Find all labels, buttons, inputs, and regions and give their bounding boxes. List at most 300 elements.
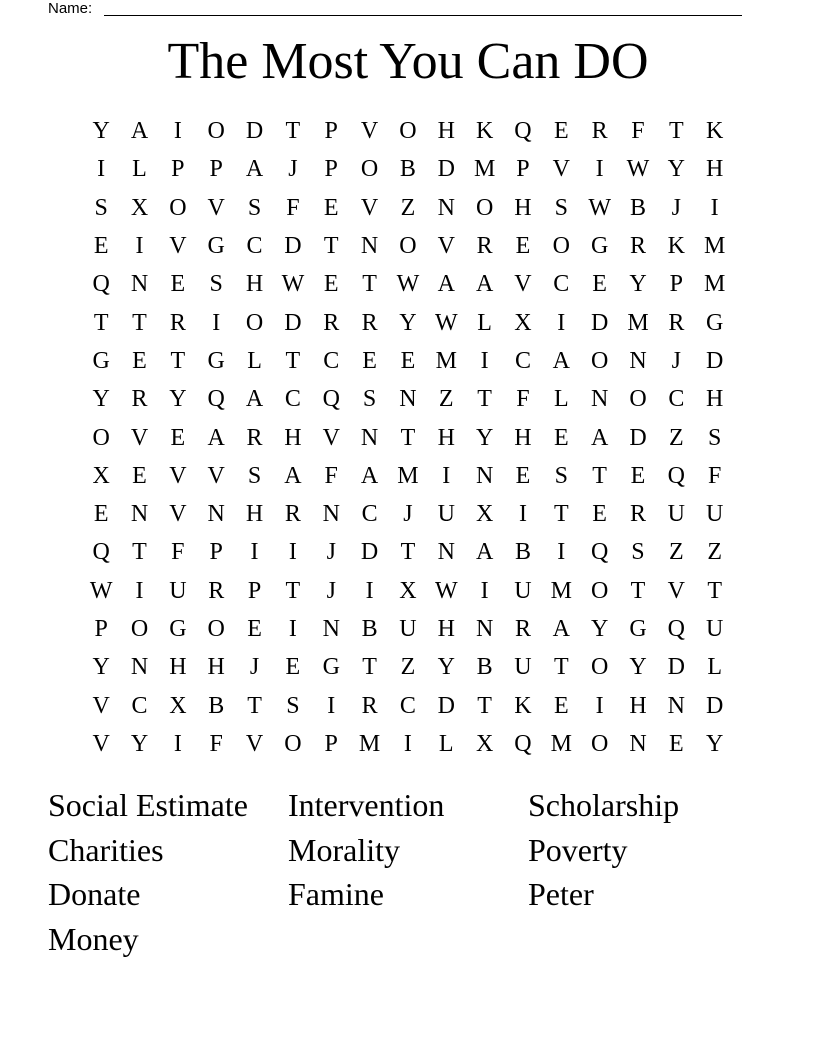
word-list-row	[48, 917, 768, 962]
grid-letter: N	[130, 654, 149, 681]
grid-letter: N	[207, 501, 225, 528]
grid-letter: V	[169, 501, 187, 528]
grid-letter: T	[707, 577, 722, 604]
grid-letter: P	[171, 156, 185, 183]
grid-letter: D	[629, 424, 647, 451]
grid-letter: O	[590, 654, 609, 681]
grid-letter: H	[245, 501, 264, 528]
grid-letter: V	[437, 233, 455, 260]
grid-letter: D	[706, 692, 724, 719]
grid-letter: M	[704, 233, 726, 260]
grid-letter: S	[554, 462, 568, 489]
word-list-item: Social Estimate	[48, 787, 248, 823]
grid-letter: H	[629, 692, 647, 719]
grid-letter: U	[169, 577, 187, 604]
grid-letter: X	[130, 194, 149, 221]
word-list	[48, 783, 768, 962]
grid-letter: D	[706, 347, 724, 374]
grid-letter: S	[286, 692, 300, 719]
word-list-item: Donate	[48, 876, 141, 913]
grid-letter: Y	[629, 271, 647, 298]
grid-letter: T	[477, 386, 492, 413]
grid-letter: L	[553, 386, 569, 413]
grid-letter: H	[284, 424, 302, 451]
grid-letter: S	[707, 424, 722, 451]
grid-letter: L	[477, 309, 492, 336]
grid-letter: Q	[514, 118, 532, 145]
grid-letter: W	[396, 271, 420, 298]
grid-letter: E	[553, 692, 569, 719]
grid-row	[82, 150, 734, 188]
grid-letter: E	[515, 462, 531, 489]
grid-letter: P	[669, 271, 683, 298]
grid-row	[82, 303, 734, 341]
grid-letter: Y	[399, 309, 417, 336]
grid-letter: E	[323, 271, 339, 298]
grid-letter: E	[247, 616, 262, 642]
grid-letter: A	[437, 271, 455, 298]
grid-letter: U	[437, 501, 455, 528]
grid-letter: Q	[207, 386, 225, 413]
word-list-item: Famine	[288, 876, 384, 913]
grid-letter: Q	[590, 539, 609, 566]
grid-letter: O	[245, 309, 264, 336]
grid-letter: N	[667, 692, 685, 719]
grid-letter: E	[553, 424, 569, 451]
grid-letter: Q	[92, 271, 110, 298]
grid-letter: T	[285, 118, 301, 145]
grid-letter: V	[514, 271, 532, 298]
grid-letter: G	[207, 347, 225, 374]
grid-letter: O	[207, 616, 225, 642]
grid-row	[82, 686, 734, 724]
grid-letter: C	[131, 692, 148, 719]
grid-letter: V	[92, 730, 110, 757]
grid-letter: E	[553, 118, 569, 145]
grid-letter: N	[437, 539, 455, 566]
grid-letter: N	[437, 194, 455, 221]
grid-letter: M	[397, 462, 419, 489]
grid-letter: Y	[169, 386, 187, 413]
grid-letter: I	[518, 501, 527, 528]
grid-letter: V	[207, 462, 225, 489]
grid-letter: Y	[629, 654, 647, 681]
word-list-row	[48, 828, 768, 873]
grid-letter: O	[399, 233, 417, 260]
grid-letter: H	[207, 654, 225, 681]
grid-letter: E	[132, 462, 147, 489]
grid-letter: F	[209, 730, 223, 757]
grid-letter: N	[399, 386, 417, 413]
grid-letter: S	[554, 194, 568, 221]
grid-letter: Y	[475, 424, 494, 451]
grid-letter: V	[322, 424, 340, 451]
grid-letter: N	[475, 616, 494, 642]
grid-letter: N	[322, 616, 340, 642]
grid-letter: Y	[437, 654, 455, 681]
grid-letter: B	[208, 692, 225, 719]
grid-row	[82, 572, 734, 610]
grid-letter: M	[627, 309, 649, 336]
grid-letter: E	[93, 233, 109, 260]
grid-letter: I	[135, 577, 144, 604]
grid-letter: B	[476, 654, 493, 681]
grid-letter: A	[207, 424, 225, 451]
grid-letter: X	[475, 730, 494, 757]
grid-letter: G	[169, 616, 187, 642]
grid-letter: J	[249, 654, 260, 681]
grid-letter: G	[629, 616, 647, 642]
grid-letter: X	[514, 309, 532, 336]
grid-letter: R	[361, 692, 378, 719]
grid-letter: S	[362, 386, 377, 413]
grid-letter: X	[399, 577, 417, 604]
grid-letter: G	[706, 309, 724, 336]
grid-letter: M	[358, 730, 381, 757]
grid-letter: T	[668, 118, 684, 145]
grid-row	[82, 495, 734, 533]
grid-letter: X	[475, 501, 494, 528]
grid-letter: D	[284, 309, 302, 336]
grid-letter: A	[130, 118, 149, 145]
grid-letter: O	[92, 424, 110, 451]
grid-letter: C	[361, 501, 378, 528]
grid-letter: A	[475, 271, 494, 298]
grid-letter: D	[667, 654, 685, 681]
grid-letter: H	[706, 156, 724, 183]
grid-letter: W	[281, 271, 305, 298]
grid-letter: C	[553, 271, 570, 298]
grid-letter: N	[475, 462, 494, 489]
grid-letter: U	[706, 501, 724, 528]
grid-letter: S	[94, 194, 108, 221]
grid-letter: A	[590, 424, 609, 451]
grid-row	[82, 227, 734, 265]
grid-letter: K	[667, 233, 685, 260]
grid-letter: I	[442, 462, 451, 489]
grid-letter: L	[707, 654, 722, 681]
grid-letter: I	[557, 539, 566, 566]
grid-letter: R	[629, 501, 646, 528]
name-label: Name:	[48, 0, 93, 17]
grid-letter: B	[629, 194, 646, 221]
grid-letter: M	[550, 577, 572, 604]
grid-letter: D	[437, 156, 455, 183]
grid-letter: T	[132, 539, 147, 566]
grid-letter: I	[288, 539, 297, 566]
grid-letter: V	[92, 692, 110, 719]
grid-letter: R	[361, 309, 378, 336]
grid-letter: N	[322, 501, 340, 528]
grid-letter: V	[245, 730, 264, 757]
grid-letter: I	[173, 118, 182, 145]
grid-letter: F	[171, 539, 185, 566]
grid-letter: Z	[400, 194, 416, 221]
grid-letter: J	[671, 347, 681, 374]
grid-letter: L	[132, 156, 147, 183]
grid-letter: E	[170, 424, 186, 451]
grid-letter: O	[169, 194, 187, 221]
grid-letter: Q	[514, 730, 532, 757]
grid-letter: T	[132, 309, 147, 336]
grid-letter: O	[590, 347, 609, 374]
grid-letter: G	[207, 233, 225, 260]
grid-letter: Z	[668, 539, 684, 566]
grid-letter: A	[552, 616, 570, 642]
grid-letter: G	[92, 347, 110, 374]
grid-letter: C	[323, 347, 340, 374]
grid-row	[82, 189, 734, 227]
grid-letter: W	[434, 577, 458, 604]
grid-letter: T	[323, 233, 339, 260]
grid-letter: K	[475, 118, 494, 145]
grid-letter: I	[403, 730, 412, 757]
grid-row	[82, 457, 734, 495]
grid-letter: R	[629, 233, 646, 260]
grid-letter: H	[514, 424, 532, 451]
grid-letter: E	[323, 194, 339, 221]
grid-letter: S	[631, 539, 645, 566]
grid-letter: T	[400, 539, 416, 566]
grid-letter: N	[130, 501, 149, 528]
grid-letter: Y	[590, 616, 609, 642]
grid-letter: P	[324, 156, 338, 183]
grid-row	[82, 648, 734, 686]
grid-letter: Q	[92, 539, 110, 566]
grid-letter: J	[671, 194, 681, 221]
grid-letter: Y	[706, 730, 724, 757]
name-underline	[104, 15, 742, 16]
grid-letter: U	[514, 654, 532, 681]
grid-letter: F	[707, 462, 722, 489]
grid-row	[82, 610, 734, 648]
grid-letter: A	[360, 462, 379, 489]
grid-letter: O	[207, 118, 225, 145]
grid-row	[82, 725, 734, 763]
grid-letter: C	[246, 233, 263, 260]
grid-letter: C	[284, 386, 301, 413]
grid-letter: O	[590, 577, 609, 604]
grid-letter: A	[552, 347, 570, 374]
grid-letter: N	[360, 233, 379, 260]
grid-letter: N	[629, 730, 647, 757]
grid-letter: T	[400, 424, 416, 451]
grid-letter: P	[209, 156, 223, 183]
grid-letter: M	[550, 730, 572, 757]
grid-letter: I	[365, 577, 374, 604]
grid-letter: H	[514, 194, 532, 221]
grid-letter: I	[135, 233, 144, 260]
grid-letter: Q	[667, 616, 685, 642]
grid-letter: V	[360, 194, 379, 221]
grid-letter: Q	[322, 386, 340, 413]
grid-letter: D	[437, 692, 455, 719]
grid-letter: T	[553, 654, 569, 681]
word-list-item: Charities	[48, 831, 164, 868]
grid-letter: Q	[667, 462, 685, 489]
page-title: The Most You Can DO	[167, 33, 649, 90]
grid-letter: F	[516, 386, 530, 413]
grid-letter: E	[400, 347, 416, 374]
grid-letter: T	[630, 577, 646, 604]
grid-letter: G	[590, 233, 609, 260]
grid-letter: A	[245, 386, 264, 413]
grid-letter: I	[710, 194, 719, 221]
grid-letter: O	[475, 194, 494, 221]
grid-letter: M	[435, 347, 457, 374]
grid-letter: T	[592, 462, 607, 489]
grid-letter: E	[132, 347, 147, 374]
grid-row	[82, 533, 734, 571]
grid-letter: R	[246, 424, 263, 451]
grid-letter: N	[629, 347, 647, 374]
grid-letter: O	[130, 616, 149, 642]
grid-letter: T	[93, 309, 109, 336]
grid-letter: I	[288, 616, 297, 642]
grid-letter: E	[630, 462, 646, 489]
grid-letter: V	[552, 156, 570, 183]
grid-letter: X	[92, 462, 110, 489]
grid-letter: Y	[667, 156, 685, 183]
grid-letter: I	[173, 730, 182, 757]
grid-letter: N	[360, 424, 379, 451]
word-list-item: Scholarship	[528, 787, 680, 823]
grid-letter: K	[706, 118, 724, 145]
grid-letter: E	[362, 347, 377, 374]
grid-letter: J	[326, 577, 336, 604]
grid-letter: U	[667, 501, 685, 528]
grid-letter: I	[480, 577, 489, 604]
grid-letter: S	[247, 194, 262, 221]
grid-letter: X	[169, 692, 187, 719]
grid-letter: V	[169, 233, 187, 260]
word-search-grid	[82, 112, 734, 763]
grid-letter: N	[130, 271, 149, 298]
grid-letter: T	[477, 692, 492, 719]
grid-letter: G	[322, 654, 340, 681]
grid-letter: V	[667, 577, 685, 604]
grid-letter: O	[552, 233, 570, 260]
grid-letter: T	[170, 347, 186, 374]
grid-letter: R	[514, 616, 531, 642]
grid-letter: Y	[92, 118, 110, 145]
grid-letter: A	[475, 539, 494, 566]
grid-letter: D	[360, 539, 379, 566]
name-field-row	[48, 0, 742, 18]
grid-letter: A	[284, 462, 302, 489]
grid-letter: P	[324, 118, 338, 145]
grid-letter: T	[247, 692, 262, 719]
grid-letter: B	[399, 156, 416, 183]
grid-letter: K	[514, 692, 532, 719]
grid-letter: R	[668, 309, 685, 336]
grid-row	[82, 112, 734, 150]
grid-letter: I	[595, 156, 604, 183]
grid-letter: I	[595, 692, 604, 719]
grid-letter: O	[399, 118, 417, 145]
grid-row	[82, 265, 734, 303]
grid-letter: D	[245, 118, 264, 145]
grid-letter: C	[399, 692, 416, 719]
grid-letter: P	[324, 730, 338, 757]
grid-letter: H	[706, 386, 724, 413]
grid-letter: S	[209, 271, 223, 298]
grid-letter: U	[399, 616, 417, 642]
grid-letter: V	[360, 118, 379, 145]
word-list-row	[48, 783, 768, 828]
grid-letter: H	[437, 118, 455, 145]
word-list-item: Money	[48, 921, 139, 958]
grid-letter: T	[362, 654, 377, 681]
grid-letter: E	[592, 501, 607, 528]
grid-letter: T	[285, 347, 301, 374]
grid-letter: E	[515, 233, 531, 260]
grid-letter: O	[360, 156, 379, 183]
grid-letter: C	[668, 386, 685, 413]
grid-letter: P	[94, 616, 108, 642]
grid-letter: L	[247, 347, 262, 374]
grid-letter: R	[131, 386, 148, 413]
grid-letter: W	[588, 194, 611, 221]
grid-letter: O	[284, 730, 302, 757]
grid-letter: B	[514, 539, 531, 566]
grid-letter: V	[169, 462, 187, 489]
grid-letter: I	[250, 539, 259, 566]
grid-letter: H	[437, 616, 455, 642]
grid-letter: O	[629, 386, 647, 413]
grid-letter: D	[284, 233, 302, 260]
grid-letter: Y	[92, 386, 110, 413]
grid-letter: I	[97, 156, 106, 183]
grid-letter: M	[704, 271, 726, 298]
word-list-item: Poverty	[528, 831, 628, 868]
grid-letter: B	[361, 616, 378, 642]
grid-letter: J	[403, 501, 413, 528]
grid-letter: F	[324, 462, 338, 489]
grid-letter: Y	[130, 730, 149, 757]
grid-letter: U	[514, 577, 532, 604]
grid-letter: Z	[400, 654, 416, 681]
grid-row	[82, 418, 734, 456]
grid-letter: Z	[668, 424, 684, 451]
grid-letter: P	[209, 539, 223, 566]
grid-letter: P	[516, 156, 530, 183]
grid-letter: W	[89, 577, 113, 604]
grid-letter: V	[207, 194, 225, 221]
grid-letter: I	[212, 309, 221, 336]
grid-letter: J	[288, 156, 298, 183]
grid-letter: W	[434, 309, 458, 336]
grid-letter: I	[480, 347, 489, 374]
grid-letter: D	[590, 309, 609, 336]
grid-letter: H	[437, 424, 455, 451]
grid-letter: M	[473, 156, 496, 183]
grid-letter: Y	[92, 654, 110, 681]
grid-letter: C	[514, 347, 531, 374]
grid-letter: J	[326, 539, 336, 566]
grid-letter: I	[557, 309, 566, 336]
grid-letter: H	[169, 654, 187, 681]
grid-letter: R	[591, 118, 608, 145]
grid-letter: T	[553, 501, 569, 528]
grid-letter: F	[286, 194, 300, 221]
grid-letter: T	[285, 577, 301, 604]
grid-letter: E	[93, 501, 109, 528]
word-list-item: Peter	[528, 876, 594, 913]
grid-letter: Z	[707, 539, 722, 566]
grid-row	[82, 342, 734, 380]
grid-letter: W	[626, 156, 650, 183]
